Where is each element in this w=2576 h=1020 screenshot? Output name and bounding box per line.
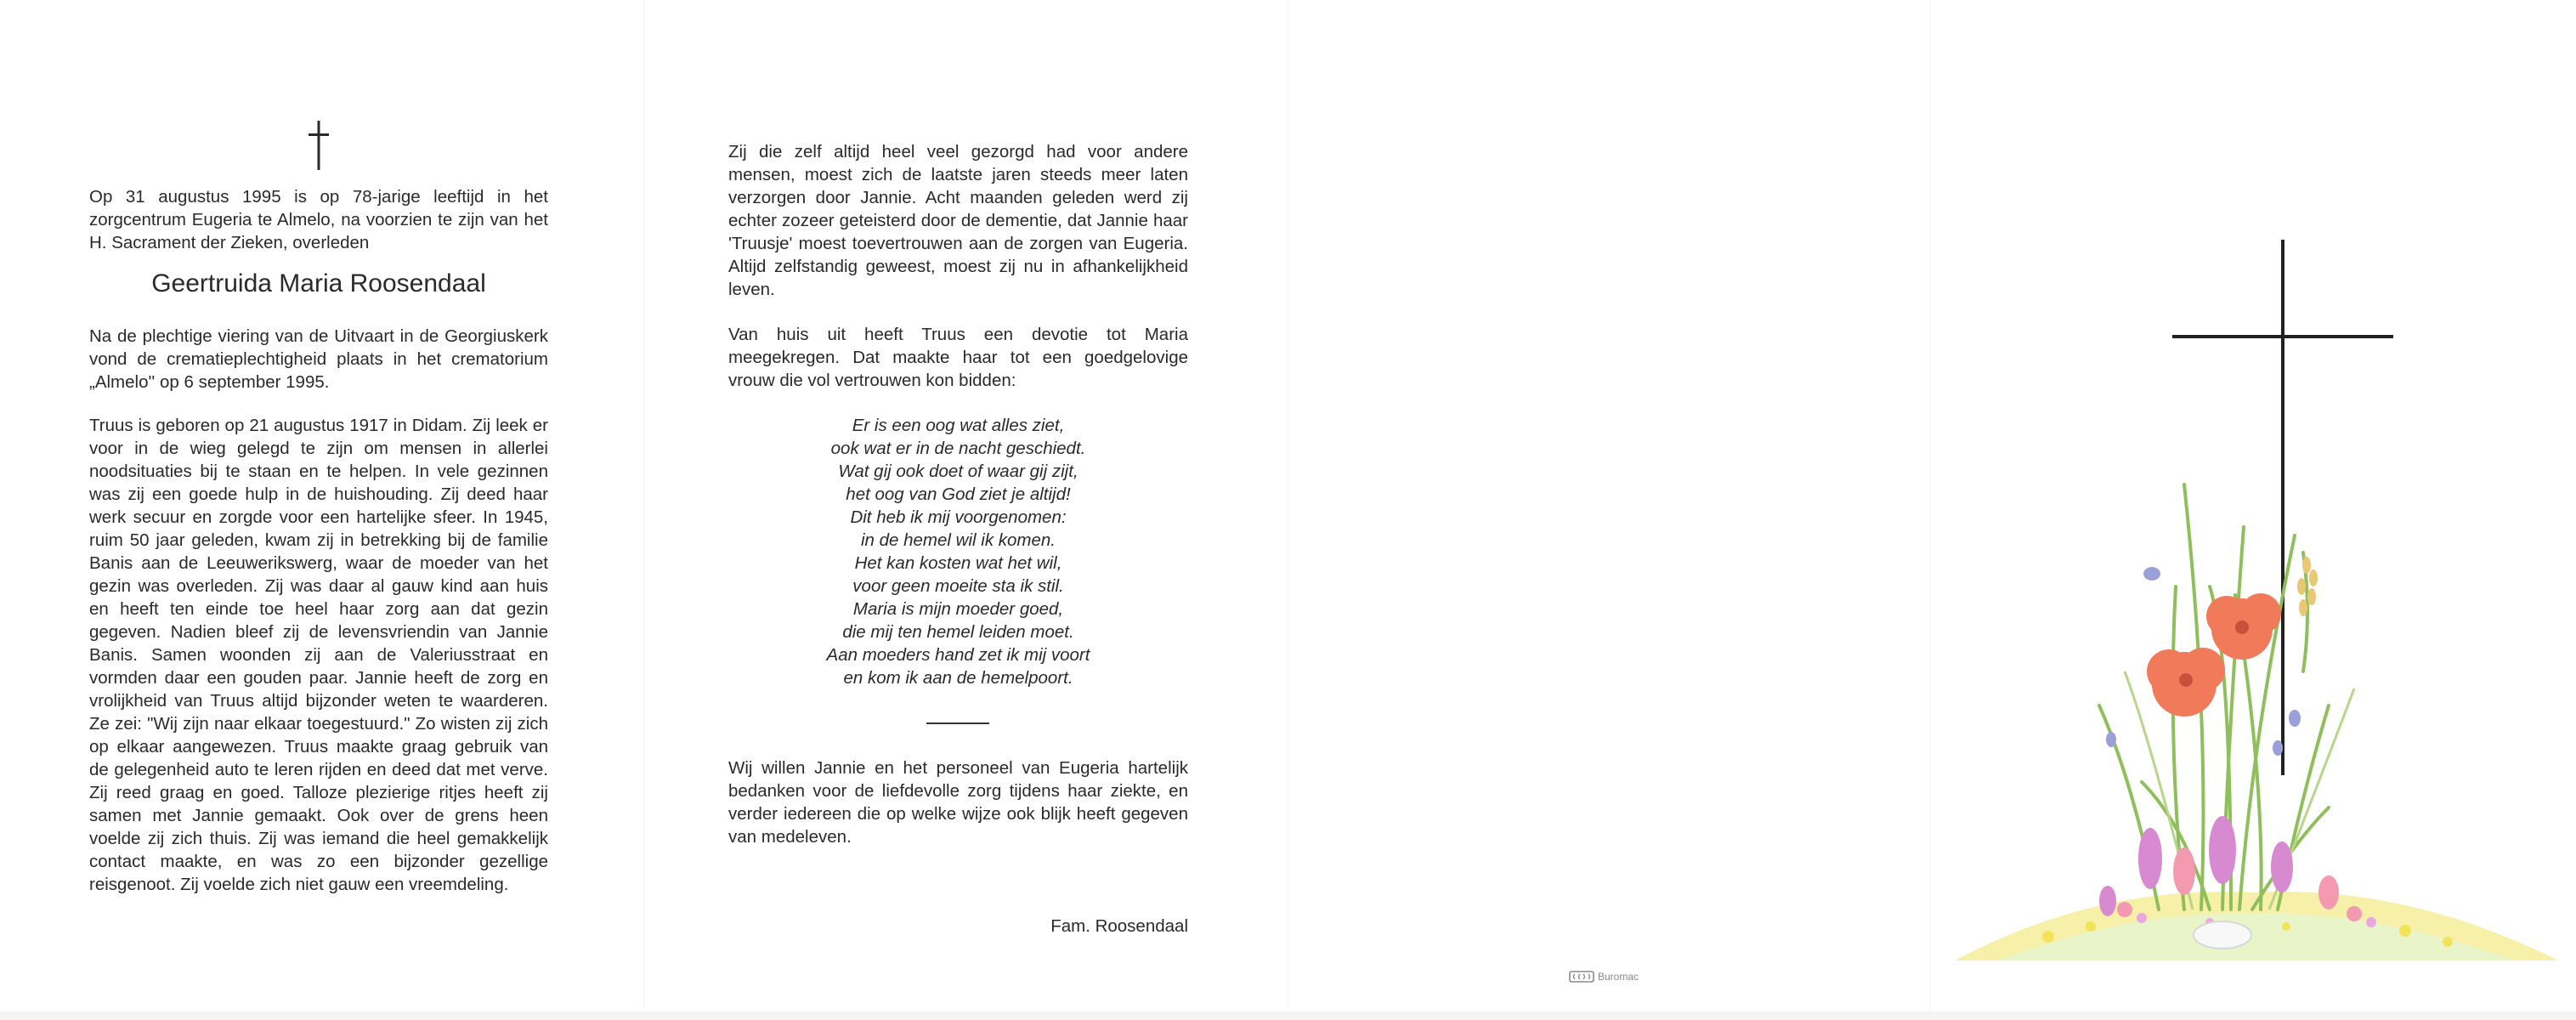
deceased-name: Geertruida Maria Roosendaal <box>151 269 486 298</box>
ceremony-text: Na de plechtige viering van de Uitvaart in de Georgiuskerk vond de crematieplechtigheid plaats in het crematorium „Almelo'' op 6 september 1995. <box>89 326 548 392</box>
poem-line: Het kan kosten wat het wil, <box>854 553 1062 573</box>
thanks-text: Wij willen Jannie en het personeel van Eugeria hartelijk bedanken voor de liefdevolle zorg tijdens haar ziekte, en verder iedereen die op welke wijze ook blijk heeft gegeven van medeleven. <box>728 758 1188 847</box>
poem-line: Dit heb ik mij voorgenomen: <box>850 507 1067 527</box>
section-divider <box>926 722 989 724</box>
poem-line: ook wat er in de nacht geschiedt. <box>830 439 1086 458</box>
intro-text: Op 31 augustus 1995 is op 78-jarige leeftijd in het zorgcentrum Eugeria te Almelo, na voorzien te zijn van het H. Sacrament der Zieken, overleden <box>89 187 548 252</box>
poem-line: voor geen moeite sta ik stil. <box>852 576 1064 596</box>
poem-line: die mij ten hemel leiden moet. <box>842 622 1074 642</box>
buromac-logo <box>1569 971 1594 983</box>
poem-line: Er is een oog wat alles ziet, <box>852 416 1065 435</box>
poem-line: het oog van God ziet je altijd! <box>846 484 1071 504</box>
printer-mark <box>1569 971 1639 983</box>
panel-left <box>89 0 548 1012</box>
latin-cross-icon <box>304 121 333 172</box>
prayer-poem <box>728 414 1188 689</box>
poem-line: Maria is mijn moeder goed, <box>852 599 1064 619</box>
devotion-text: Van huis uit heeft Truus een devotie tot Maria meegekregen. Dat maakte haar tot een goedgelovige vrouw die vol vertrouwen kon bidden: <box>728 325 1188 390</box>
fold-line-1 <box>643 0 645 1012</box>
poem-line: en kom ik aan de hemelpoort. <box>843 668 1073 688</box>
family-signature: Fam. Roosendaal <box>1050 916 1188 936</box>
care-text: Zij die zelf altijd heel veel gezorgd had voor andere mensen, moest zich de laatste jaren steeds meer laten verzorgen door Jannie. Acht maanden geleden werd zij echter zozeer geteisterd door de dementie, dat Jannie haar 'Truusje' moest toevertrouwen aan de zorgen van Eugeria. Altijd zelfstandig geweest, moest zij nu in afhankelijkheid leven. <box>728 142 1188 299</box>
panel-right <box>1929 0 2576 1012</box>
poem-line: in de hemel wil ik komen. <box>860 530 1056 550</box>
printer-name: Buromac <box>1598 971 1639 983</box>
poem-line: Wat gij ook doet of waar gij zijt, <box>838 462 1079 481</box>
poem-line: Aan moeders hand zet ik mij voort <box>826 645 1090 665</box>
panel-middle <box>728 0 1188 1012</box>
biography-text: Truus is geboren op 21 augustus 1917 in Didam. Zij leek er voor in de wieg gelegd te zijn om mensen in allerlei noodsituaties bij te staan en te helpen. In vele gezinnen was zij een goede hulp in de huishouding. Zij deed haar werk secuur en zorgde voor een hartelijke sfeer. In 1945, ruim 50 jaar geleden, kwam zij in betrekking bij de familie Banis aan de Leeuwerikswerg, waar de moeder van het gezin was overleden. Zij was daar al gauw kind aan huis en heeft ten einde toe heel haar zorg aan dat gezin gegeven. Nadien bleef zij de levensvriendin van Jannie Banis. Samen woonden zij aan de Valeriusstraat en vormden daar een gouden paar. Jannie heeft de zorg en vrolijkheid van Truus altijd bijzonder weten te waarderen. Ze zei: "Wij zijn naar elkaar toegestuurd." Zo wisten zij zich op elkaar aangewezen. Truus maakte graag gebruik van de gelegenheid auto te leren rijden en deed dat met verve. Zij reed graag en goed. Talloze plezierige ritjes heeft zij samen met Jannie gemaakt. Ook over de grens heen voelde zij zich thuis. Zij was iemand die heel gemakkelijk contact maakte, en was zo een bijzonder gezellige reisgenoot. Zij voelde zich niet gauw een vreemdeling. <box>89 416 548 894</box>
fold-line-2 <box>1288 0 1289 1012</box>
cross-with-flowers-illustration <box>1929 230 2576 969</box>
